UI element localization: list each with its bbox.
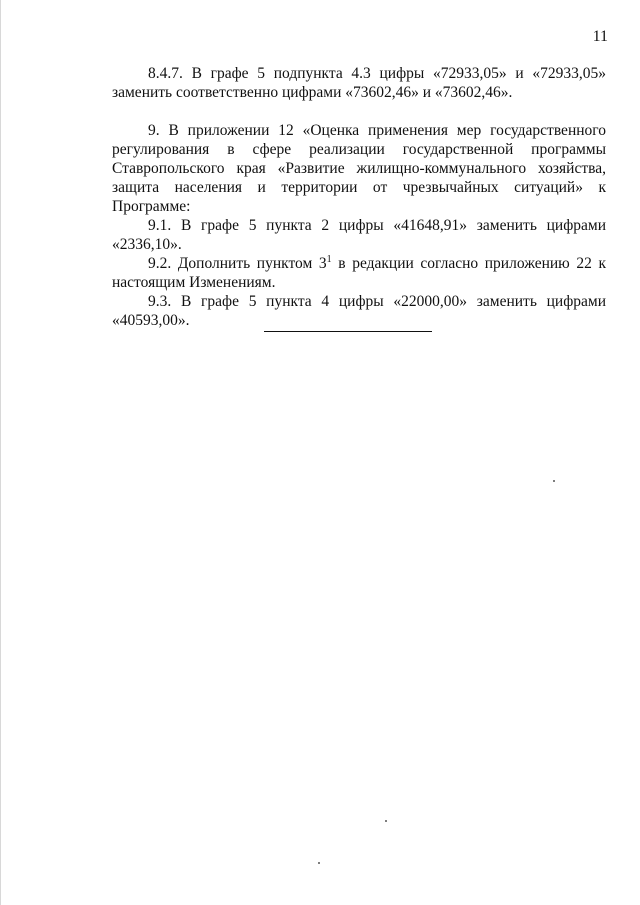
page-edge — [0, 0, 1, 905]
superscript: 1 — [326, 254, 332, 265]
paragraph-8-4-7: 8.4.7. В графе 5 подпункта 4.3 цифры «72933,05» и «72933,05» заменить соответственно цифрами «73602,46» и «73602,46». — [112, 65, 606, 101]
scan-speck — [385, 820, 387, 822]
paragraph-9-2-rest: в редакции согласно приложению 22 к настоящим Изменениям. — [112, 255, 606, 291]
closing-rule — [264, 331, 432, 332]
paragraph-9-2 — [112, 254, 606, 292]
paragraph-9: 9. В приложении 12 «Оценка применения мер государственного регулирования в сфере реализации государственной программы Ставропольского края «Развитие жилищно-коммунального хозяйства, защита населения и территории от чрезвычайных ситуаций» к Программе: — [112, 122, 606, 215]
scan-speck — [318, 862, 320, 864]
scan-speck — [553, 480, 555, 482]
paragraph-9-1: 9.1. В графе 5 пункта 2 цифры «41648,91» заменить цифрами «2336,10». — [112, 217, 606, 253]
paragraph-9-2-lead: 9.2. Дополнить пунктом 3 — [148, 255, 327, 272]
document-body — [112, 64, 606, 330]
paragraph-9-3: 9.3. В графе 5 пункта 4 цифры «22000,00» заменить цифрами «40593,00». — [112, 293, 606, 329]
page-number: 11 — [592, 28, 608, 45]
